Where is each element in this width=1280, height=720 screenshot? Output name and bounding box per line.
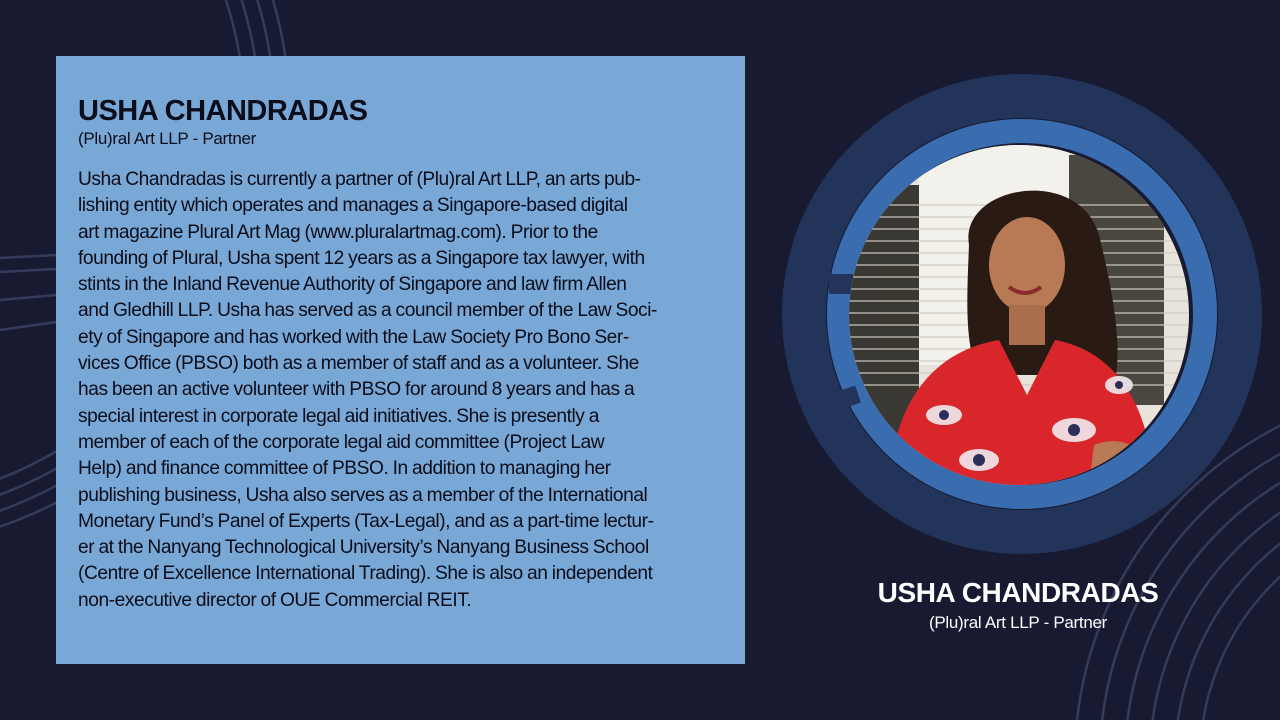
- bio-line: vices Office (PBSO) both as a member of staff and as a volunteer. She: [78, 353, 639, 375]
- bio-card: [56, 56, 745, 664]
- bio-line: ety of Singapore and has worked with the Law Society Pro Bono Ser-: [78, 326, 629, 348]
- portrait-name-caption: USHA CHANDRADAS: [877, 577, 1159, 608]
- bio-role-subheading: (Plu)ral Art LLP - Partner: [78, 129, 257, 148]
- bio-line: stints in the Inland Revenue Authority of Singapore and law firm Allen: [78, 274, 627, 296]
- bio-line: art magazine Plural Art Mag (www.pluralartmag.com). Prior to the: [78, 221, 598, 243]
- bio-line: lishing entity which operates and manages a Singapore-based digital: [78, 195, 628, 217]
- bio-line: has been an active volunteer with PBSO for around 8 years and has a: [78, 379, 635, 401]
- bio-line: Help) and finance committee of PBSO. In addition to managing her: [78, 458, 611, 480]
- neck: [1009, 305, 1045, 345]
- bio-line: Monetary Fund’s Panel of Experts (Tax-Legal), and as a part-time lectur-: [78, 510, 654, 532]
- bio-paragraph: [78, 167, 723, 614]
- deco-line-left-4: [0, 322, 56, 330]
- bio-line: Usha Chandradas is currently a partner of (Plu)ral Art LLP, an arts pub-: [78, 169, 641, 190]
- deco-line-left-1: [0, 255, 56, 258]
- bio-line: special interest in corporate legal aid initiatives. She is presently a: [78, 405, 599, 427]
- bio-line: er at the Nanyang Technological University’s Nanyang Business School: [78, 537, 649, 559]
- bio-line: (Centre of Excellence International Trading). She is also an independent: [78, 563, 653, 585]
- bio-line: and Gledhill LLP. Usha has served as a council member of the Law Soci-: [78, 300, 657, 322]
- portrait-photo-icon: [849, 145, 1189, 485]
- portrait-ring-gap-2: [835, 394, 858, 402]
- bio-line: non-executive director of OUE Commercial REIT.: [78, 589, 472, 611]
- bio-line: member of each of the corporate legal aid committee (Project Law: [78, 431, 605, 453]
- portrait-role-caption: (Plu)ral Art LLP - Partner: [928, 613, 1107, 632]
- bio-line: founding of Plural, Usha spent 12 years as a Singapore tax lawyer, with: [78, 247, 645, 269]
- deco-line-left-2: [0, 269, 56, 272]
- bio-line: publishing business, Usha also serves as a member of the International: [78, 484, 648, 506]
- face: [989, 217, 1065, 313]
- portrait-photo: [849, 145, 1189, 485]
- bio-name-heading: USHA CHANDRADAS: [78, 95, 368, 127]
- deco-line-left-3: [0, 295, 56, 300]
